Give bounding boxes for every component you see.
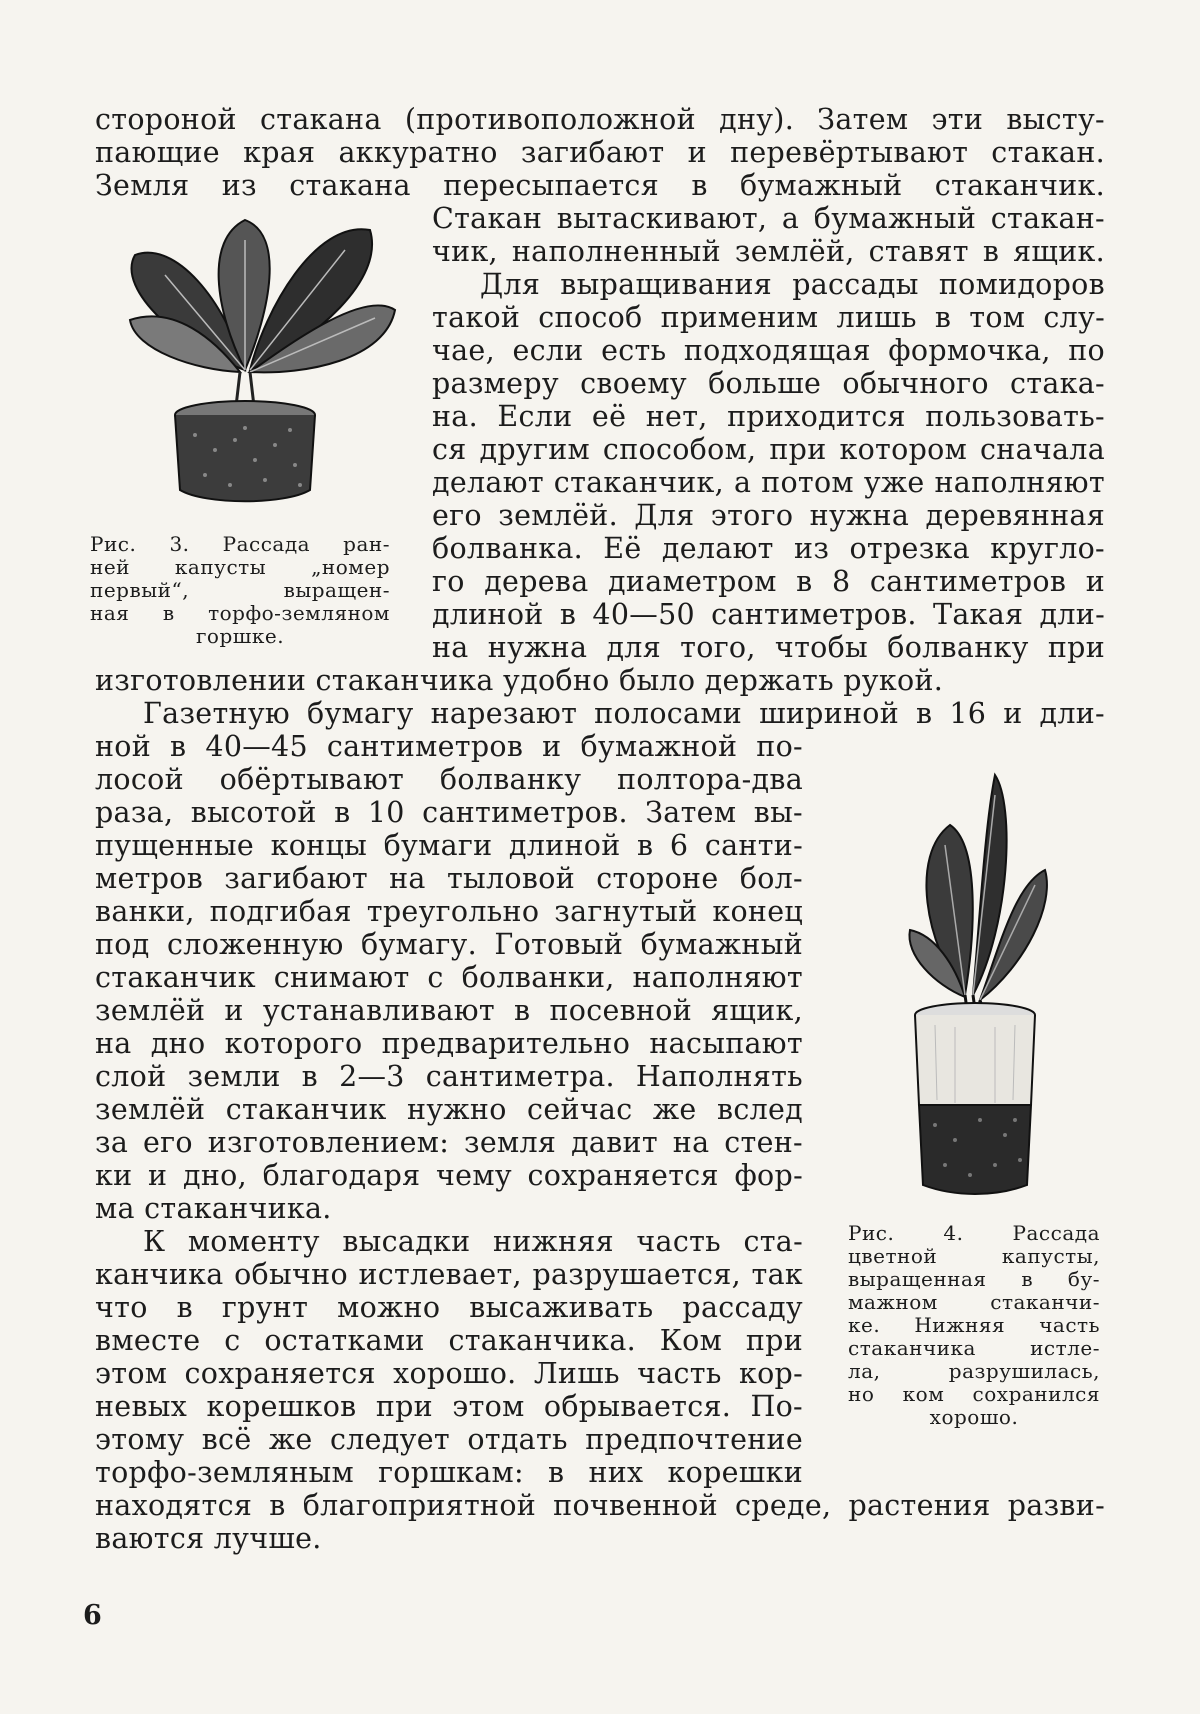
caption-line: цветной капусты, [848, 1244, 1100, 1268]
text-line: что в грунт можно высаживать рассаду [95, 1291, 803, 1324]
text-line: пущенные концы бумаги длиной в 6 санти- [95, 829, 803, 862]
text-line: ной в 40—45 сантиметров и бумажной по- [95, 730, 803, 763]
caption-line: Рис. 3. Рассада ран- [90, 532, 390, 556]
caption-line: выращенная в бу- [848, 1267, 1100, 1291]
text-line: на. Если её нет, приходится пользовать- [432, 400, 1105, 433]
text-line: стороной стакана (противоположной дну). Затем эти высту- [95, 103, 1105, 136]
text-line: ваются лучше. [95, 1522, 322, 1555]
text-line: метров загибают на тыловой стороне бол- [95, 862, 803, 895]
text-line: го дерева диаметром в 8 сантиметров и [432, 565, 1105, 598]
text-line: на нужна для того, чтобы болванку при [432, 631, 1105, 664]
figure-3-cabbage-seedling-illustration [95, 200, 405, 510]
text-line: болванка. Её делают из отрезка кругло- [432, 532, 1105, 565]
text-line: слой земли в 2—3 сантиметра. Наполнять [95, 1060, 803, 1093]
figure-4-caption [848, 1222, 1100, 1429]
text-line: этом сохраняется хорошо. Лишь часть кор- [95, 1357, 803, 1390]
text-line: его землёй. Для этого нужна деревянная [432, 499, 1105, 532]
caption-line: но ком сохранился [848, 1382, 1100, 1406]
text-line: этому всё же следует отдать предпочтение [95, 1423, 803, 1456]
caption-line: Рис. 4. Рассада [848, 1221, 1100, 1245]
text-line: за его изготовлением: земля давит на стен- [95, 1126, 803, 1159]
caption-line: горшке. [195, 624, 285, 648]
text-line: Газетную бумагу нарезают полосами шириной в 16 и дли- [143, 697, 1105, 730]
text-line: под сложенную бумагу. Готовый бумажный [95, 928, 803, 961]
text-line: ся другим способом, при котором сначала [432, 433, 1105, 466]
caption-line: ла, разрушилась, [848, 1359, 1100, 1383]
text-line: К моменту высадки нижняя часть ста- [143, 1225, 803, 1258]
text-line: пающие края аккуратно загибают и перевёртывают стакан. [95, 136, 1105, 169]
text-line: ванки, подгибая треугольно загнутый конец [95, 895, 803, 928]
caption-line: ней капусты „номер [90, 555, 390, 579]
caption-line: ная в торфо-земляном [90, 601, 390, 625]
caption-line: ке. Нижняя часть [848, 1313, 1100, 1337]
text-line: раза, высотой в 10 сантиметров. Затем вы- [95, 796, 803, 829]
text-line: торфо-земляным горшкам: в них корешки [95, 1456, 803, 1489]
figure-4-cauliflower-seedling-illustration [895, 765, 1055, 1195]
text-line: Для выращивания рассады помидоров [480, 268, 1105, 301]
page-number: 6 [83, 1600, 102, 1631]
text-line: стаканчик снимают с болванки, наполняют [95, 961, 803, 994]
text-line: чик, наполненный землёй, ставят в ящик. [432, 235, 1105, 268]
text-line: чае, если есть подходящая формочка, по [432, 334, 1105, 367]
text-line: землёй и устанавливают в посевной ящик, [95, 994, 803, 1027]
text-line: канчика обычно истлевает, разрушается, так [95, 1258, 803, 1291]
text-line: лосой обёртывают болванку полтора-два [95, 763, 803, 796]
text-line: изготовлении стаканчика удобно было держать рукой. [95, 664, 944, 697]
text-line: на дно которого предварительно насыпают [95, 1027, 803, 1060]
text-line: ма стаканчика. [95, 1192, 332, 1225]
text-line: ки и дно, благодаря чему сохраняется фор- [95, 1159, 803, 1192]
caption-line: стаканчика истле- [848, 1336, 1100, 1360]
text-line: длиной в 40—50 сантиметров. Такая дли- [432, 598, 1105, 631]
text-line: делают стаканчик, а потом уже наполняют [432, 466, 1105, 499]
text-line: такой способ применим лишь в том слу- [432, 301, 1105, 334]
text-line: вместе с остатками стаканчика. Ком при [95, 1324, 803, 1357]
text-line: Стакан вытаскивают, а бумажный стакан- [432, 202, 1105, 235]
text-line: невых корешков при этом обрывается. По- [95, 1390, 803, 1423]
caption-line: первый“, выращен- [90, 578, 390, 602]
figure-3-caption [90, 533, 390, 648]
text-line: находятся в благоприятной почвенной среде, растения разви- [95, 1489, 1105, 1522]
text-line: землёй стаканчик нужно сейчас же вслед [95, 1093, 803, 1126]
caption-line: хорошо. [929, 1405, 1019, 1429]
text-line: Земля из стакана пересыпается в бумажный стаканчик. [95, 169, 1105, 202]
caption-line: мажном стаканчи- [848, 1290, 1100, 1314]
text-line: размеру своему больше обычного стака- [432, 367, 1105, 400]
